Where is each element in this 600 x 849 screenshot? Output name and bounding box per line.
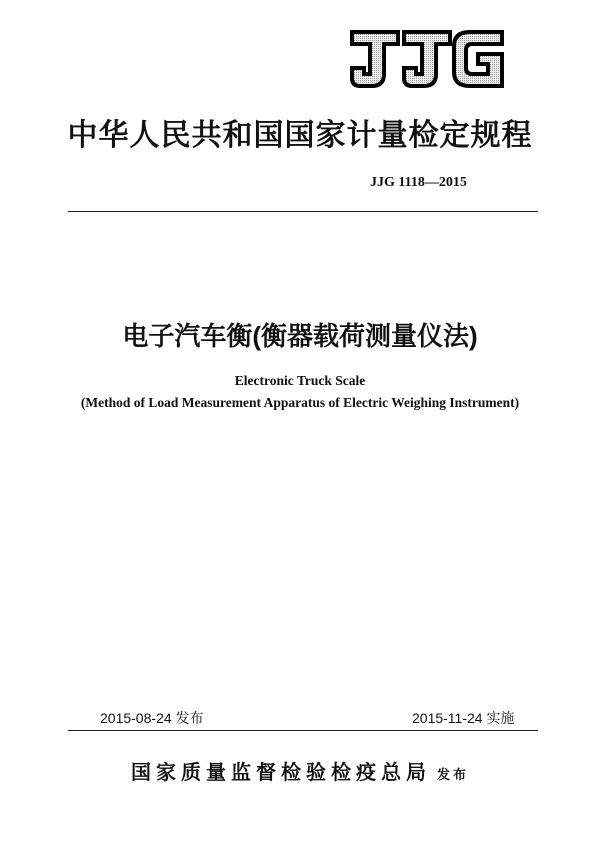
issuing-authority — [0, 756, 600, 785]
authority-name: 国家质量监督检验检疫总局 — [130, 762, 431, 784]
authority-suffix: 发布 — [436, 767, 469, 782]
document-title-cn: 电子汽车衡(衡器载荷测量仪法) — [122, 321, 478, 351]
effective-date: 2015-11-24 实施 — [412, 710, 515, 726]
document-title-en: Electronic Truck Scale — [234, 373, 366, 388]
jjg-logo — [346, 28, 508, 90]
top-divider — [68, 211, 538, 212]
document-subtitle-en: (Method of Load Measurement Apparatus of Electric Weighing Instrument) — [80, 395, 520, 410]
regulation-series-title: 中华人民共和国国家计量检定规程 — [67, 119, 533, 152]
issue-date: 2015-08-24 发布 — [100, 710, 204, 726]
bottom-divider — [68, 730, 538, 731]
regulation-code: JJG 1118—2015 — [370, 175, 467, 190]
